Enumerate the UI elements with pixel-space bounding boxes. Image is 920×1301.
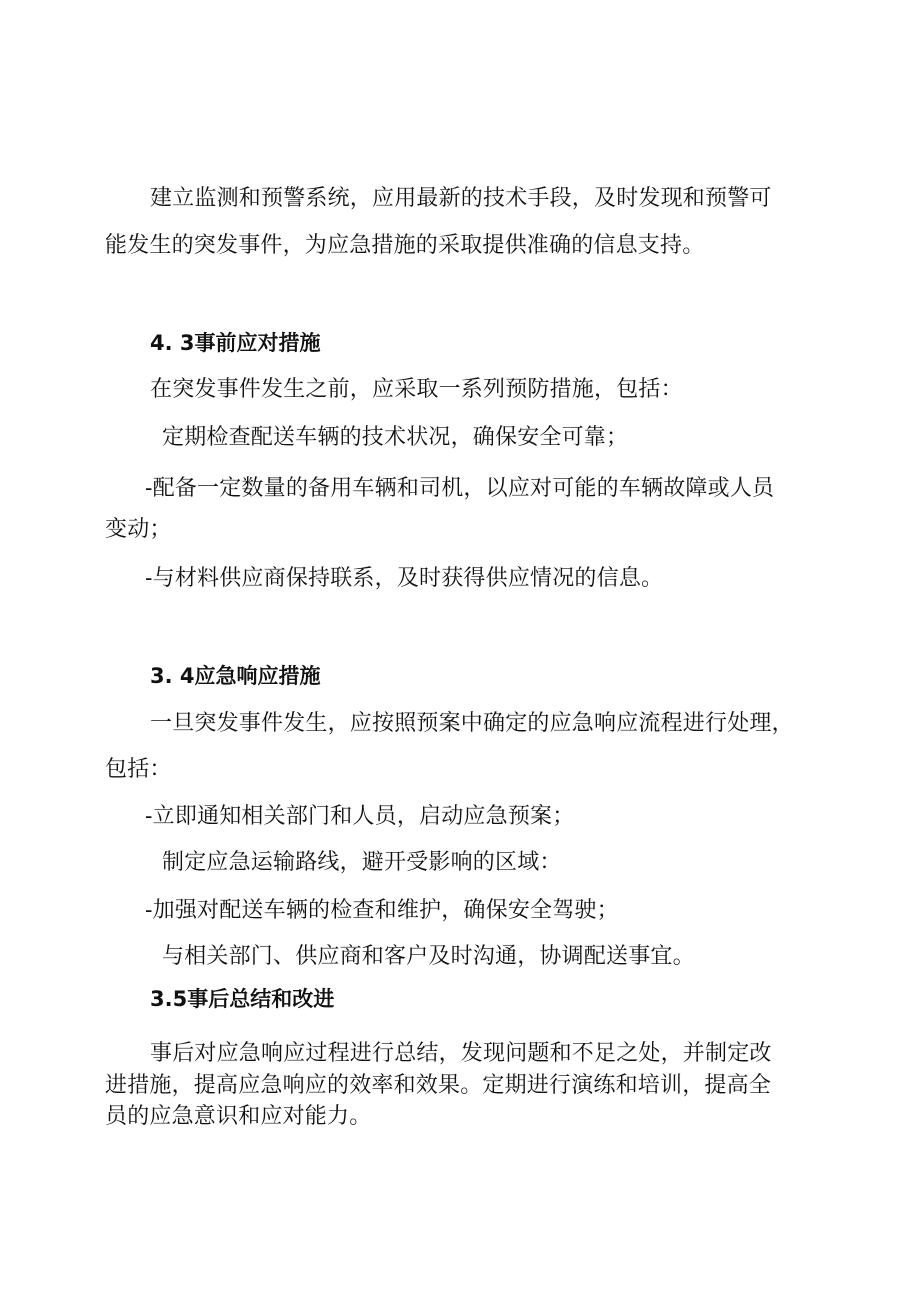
- section-4-3-heading: 4. 3事前应对措施: [150, 331, 321, 355]
- section-3-5-para-line-3: 员的应急意识和应对能力。: [105, 1104, 372, 1129]
- section-4-3-item-2-line-2: 变动；: [105, 517, 172, 542]
- section-3-4-item-2: 制定应急运输路线，避开受影响的区域：: [162, 850, 562, 875]
- section-4-3-item-3: -与材料供应商保持联系，及时获得供应情况的信息。: [145, 566, 664, 591]
- section-4-3-intro: 在突发事件发生之前，应采取一系列预防措施，包括：: [150, 377, 683, 402]
- section-3-4-intro-line-2: 包括：: [105, 757, 172, 782]
- section-3-5-para-line-2: 进措施，提高应急响应的效率和效果。定期进行演练和培训，提高全: [105, 1073, 772, 1098]
- section-3-4-item-4: 与相关部门、供应商和客户及时沟通，协调配送事宜。: [162, 944, 695, 969]
- section-3-4-item-1: -立即通知相关部门和人员，启动应急预案；: [145, 804, 575, 829]
- section-3-5-heading: 3.5事后总结和改进: [150, 987, 335, 1011]
- intro-line-2: 能发生的突发事件，为应急措施的采取提供准确的信息支持。: [105, 233, 705, 258]
- section-4-3-item-2-line-1: -配备一定数量的备用车辆和司机，以应对可能的车辆故障或人员: [145, 476, 775, 501]
- section-3-4-heading: 3. 4应急响应措施: [150, 664, 321, 688]
- section-3-4-intro-line-1: 一旦突发事件发生，应按照预案中确定的应急响应流程进行处理，: [150, 711, 794, 736]
- section-3-5-para-line-1: 事后对应急响应过程进行总结，发现问题和不足之处，并制定改: [150, 1041, 772, 1066]
- intro-line-1: 建立监测和预警系统，应用最新的技术手段，及时发现和预警可: [150, 186, 772, 211]
- section-3-4-item-3: -加强对配送车辆的检查和维护，确保安全驾驶；: [145, 898, 619, 923]
- section-4-3-item-1: 定期检查配送车辆的技术状况，确保安全可靠；: [162, 425, 629, 450]
